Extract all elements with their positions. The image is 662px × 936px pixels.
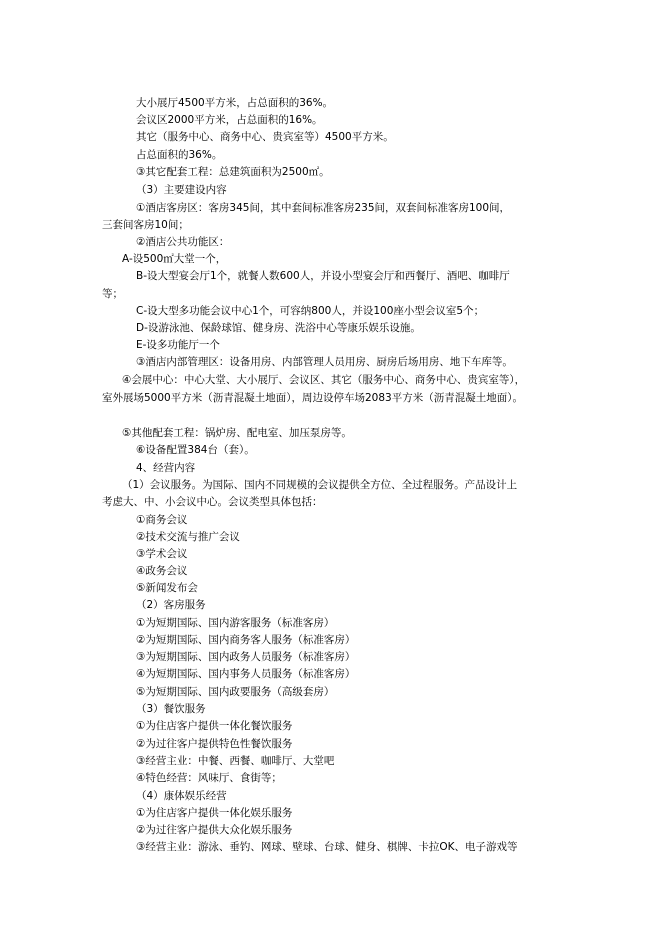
text-line: B-设大型宴会厅1个，就餐人数600人，并设小型宴会厅和西餐厅、酒吧、咖啡厅 [136,270,510,282]
list-item: ②为过往客户提供大众化娱乐服务 [136,824,293,836]
text-line: E-设多功能厅一个 [136,339,220,351]
text-line: ④会展中心：中心大堂、大小展厅、会议区、其它（服务中心、商务中心、贵宾室等）， [122,374,526,386]
text-line: ③其它配套工程：总建筑面积为2500㎡。 [136,166,330,178]
list-item: ④为短期国际、国内事务人员服务（标准客房） [136,668,356,680]
list-item: ①商务会议 [136,514,188,526]
list-item: ④政务会议 [136,565,188,577]
text-line: ①酒店客房区：客房345间，其中套间标准客房235间，双套间标准客房100间， [136,202,511,214]
list-item: ②为短期国际、国内商务客人服务（标准客房） [136,634,356,646]
list-item: ①为住店客户提供一体化餐饮服务 [136,720,293,732]
text-line: C-设大型多功能会议中心1个，可容纳800人，并设100座小型会议室5个； [136,305,485,317]
text-line: （1）会议服务。为国际、国内不同规模的会议提供全方位、全过程服务。产品设计上 [122,479,518,491]
text-line: 室外展场5000平方米（沥青混凝土地面），周边设停车场2083平方米（沥青混凝土地面）。 [102,392,523,404]
text-line: 三套间客房10间； [102,219,189,231]
section-heading: 4、经营内容 [136,462,196,474]
text-line: 占总面积的36%。 [136,149,223,161]
list-item: ④特色经营：风味厅、食街等； [136,772,282,784]
list-item: ③学术会议 [136,548,188,560]
list-item: ⑤为短期国际、国内政要服务（高级套房） [136,686,335,698]
list-item: ①为短期国际、国内游客服务（标准客房） [136,617,335,629]
text-line: 大小展厅4500平方米，占总面积的36%。 [136,97,334,109]
text-line: 等； [102,288,123,300]
section-heading: （4）康体娱乐经营 [136,790,227,802]
text-line: 会议区2000平方米，占总面积的16%。 [136,114,323,126]
text-line: ⑤其他配套工程：锅炉房、配电室、加压泵房等。 [122,427,352,439]
list-item: ①为住店客户提供一体化娱乐服务 [136,807,293,819]
list-item: ②技术交流与推广会议 [136,531,240,543]
text-line: ③酒店内部管理区：设备用房、内部管理人员用房、厨房后场用房、地下车库等。 [136,356,513,368]
list-item: ②为过往客户提供特色性餐饮服务 [136,738,293,750]
section-heading: （2）客房服务 [136,599,206,611]
text-line: ②酒店公共功能区： [136,236,230,248]
section-heading: （3）餐饮服务 [136,703,206,715]
list-item: ⑤新闻发布会 [136,582,198,594]
text-line: D-设游泳池、保龄球馆、健身房、洗浴中心等康乐娱乐设施。 [136,322,421,334]
list-item: ③为短期国际、国内政务人员服务（标准客房） [136,651,356,663]
list-item: ③经营主业：中餐、西餐、咖啡厅、大堂吧 [136,755,335,767]
text-line: A-设500㎡大堂一个， [122,253,227,265]
section-heading: （3）主要建设内容 [136,184,227,196]
list-item: ③经营主业：游泳、垂钓、网球、壁球、台球、健身、棋牌、卡拉OK、电子游戏等 [136,841,518,853]
text-line: 其它（服务中心、商务中心、贵宾室等）4500平方米。 [136,131,394,143]
text-line: ⑥设备配置384台（套）。 [136,444,255,456]
text-line: 考虑大、中、小会议中心。会议类型具体包括： [102,496,323,508]
